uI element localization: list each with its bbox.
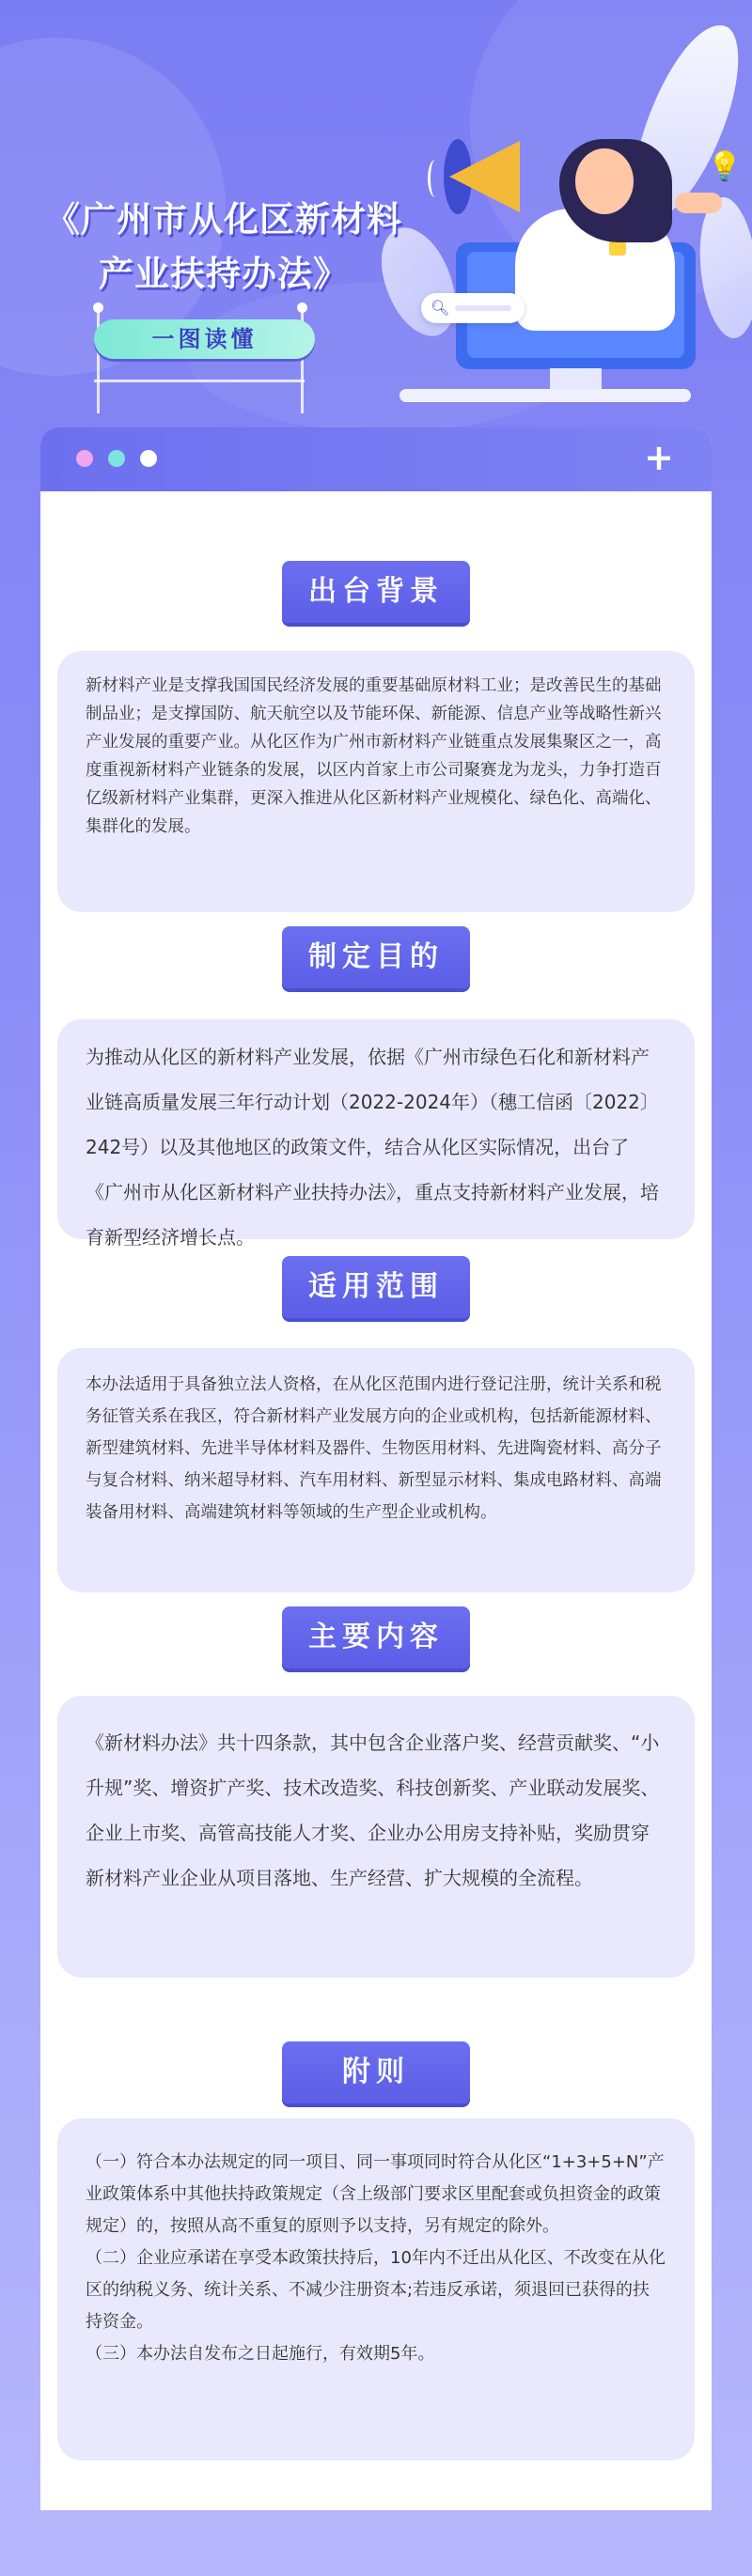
card-header (40, 427, 712, 491)
section-title-content: 主要内容 (282, 1606, 470, 1668)
decor-bar (94, 380, 305, 382)
megaphone-cone (449, 141, 520, 212)
title-line-1: 《广州市从化区新材料 (45, 199, 402, 240)
section-title-purpose: 制定目的 (282, 926, 470, 988)
window-dot-cyan (108, 450, 125, 467)
search-icon: 🔍︎ (431, 299, 450, 317)
section-title-scope: 适用范围 (282, 1256, 470, 1318)
section-scope (57, 1348, 695, 1592)
person-hand (675, 193, 722, 213)
title-line-2: 产业扶持办法》 (99, 254, 349, 294)
section-body: 本办法适用于具备独立法人资格，在从化区范围内进行登记注册，统计关系和税务征管关系在我区，符合新材料产业发展方向的企业或机构，包括新能源材料、新型建筑材料、先进半导体材料及器件、生物医用材料、先进陶瓷材料、高分子与复合材料、纳米超导材料、汽车用材料、新型显示材料、集成电路材料、高端装备用材料、高端建筑材料等领域的生产型企业或机构。 (86, 1375, 662, 1522)
sound-wave-icon (428, 160, 443, 197)
section-background (57, 651, 695, 912)
section-title-background: 出台背景 (282, 561, 470, 623)
read-badge: 一图读懂 (94, 319, 315, 359)
window-dot-white (140, 450, 157, 467)
window-dot-pink (76, 450, 93, 467)
monitor-base (400, 389, 691, 402)
section-title-appendix: 附则 (282, 2041, 470, 2103)
section-appendix (57, 2118, 695, 2460)
section-body: 为推动从化区的新材料产业发展，依据《广州市绿色石化和新材料产业链高质量发展三年行动计划（2022-2024年）（穗工信函〔2022〕242号）以及其他地区的政策文件，结合从化区实际情况，出台了《广州市从化区新材料产业扶持办法》，重点支持新材料产业发展，培育新型经济增长点。 (86, 1046, 659, 1249)
search-bar-placeholder (455, 305, 511, 311)
section-body: 《新材料办法》共十四条款，其中包含企业落户奖、经营贡献奖、“小升规”奖、增资扩产奖、技术改造奖、科技创新奖、产业联动发展奖、企业上市奖、高管高技能人才奖、企业办公用房支持补贴，奖励贯穿新材料产业企业从项目落地、生产经营、扩大规模的全流程。 (86, 1731, 660, 1889)
decor-dot (297, 303, 307, 313)
section-content (57, 1696, 695, 1978)
footer-band (0, 2510, 752, 2576)
section-purpose (57, 1019, 695, 1249)
appendix-item: （三）本办法自发布之日起施行，有效期5年。 (86, 2344, 435, 2364)
section-body: 新材料产业是支撑我国国民经济发展的重要基础原材料工业；是改善民生的基础制品业；是支撑国防、航天航空以及节能环保、新能源、信息产业等战略性新兴产业发展的重要产业。从化区作为广州市新材料产业链重点发展集聚区之一，高度重视新材料产业链条的发展，以区内首家上市公司聚赛龙为龙头，力争打造百亿级新材料产业集群，更深入推进从化区新材料产业规模化、绿色化、高端化、集群化的发展。 (86, 676, 662, 836)
page-title (26, 193, 421, 302)
appendix-item: （二）企业应承诺在享受本政策扶持后，10年内不迁出从化区、不改变在从化区的纳税义务、统计关系、不减少注册资本;若违反承诺，须退回已获得的扶持资金。 (86, 2248, 666, 2332)
lightbulb-icon: 💡 (707, 150, 743, 183)
decor-dot (93, 303, 103, 313)
content-card (40, 427, 712, 2510)
person-face (575, 148, 634, 214)
plus-icon: + (644, 437, 674, 478)
hero-banner (0, 0, 752, 442)
search-pill (421, 293, 525, 323)
appendix-item: （一）符合本办法规定的同一项目、同一事项同时符合从化区“1+3+5+N”产业政策体系中其他扶持政策规定（含上级部门要求区里配套或负担资金的政策规定）的，按照从高不重复的原则予以支持，另有规定的除外。 (86, 2152, 665, 2236)
